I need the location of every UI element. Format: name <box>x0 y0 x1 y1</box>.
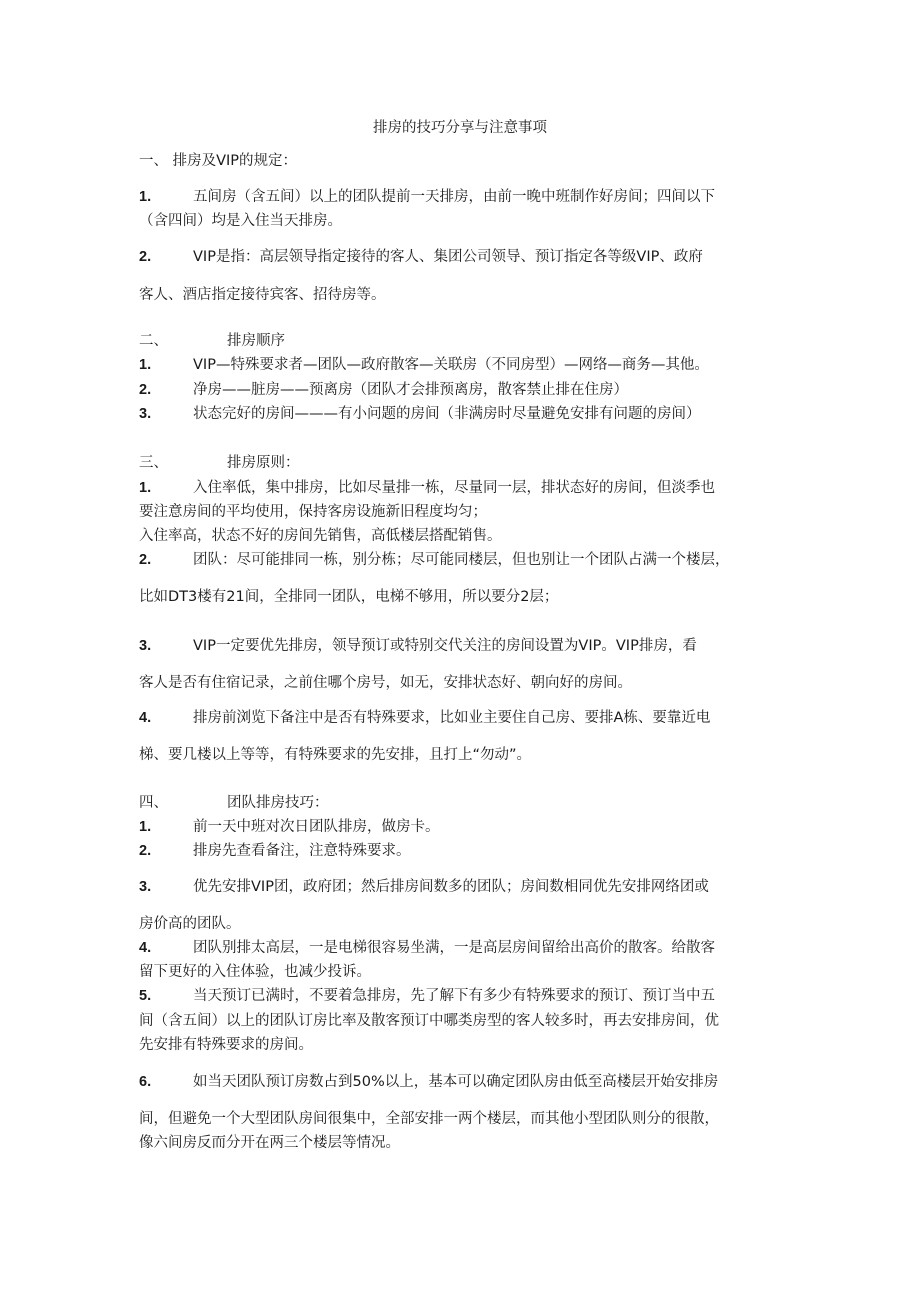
s3-item2-line1 <box>139 550 730 570</box>
s4-item4-line2: 留下更好的入住体验，也减少投诉。 <box>139 964 371 980</box>
section-mark: 二、 <box>139 333 168 349</box>
s4-item6-line1 <box>139 1072 718 1092</box>
s3-item2-line2: 比如DT3楼有21间，全排同一团队，电梯不够用，所以要分2层； <box>139 589 559 605</box>
s1-item2-line1 <box>139 247 703 267</box>
s2-item1 <box>139 355 709 375</box>
item-text: 当天预订已满时，不要着急排房，先了解下有多少有特殊要求的预订、预订当中五 <box>193 988 715 1004</box>
s3-item4-line1 <box>139 708 710 728</box>
item-text: 如当天团队预订房数占到50%以上，基本可以确定团队房由低至高楼层开始安排房 <box>193 1074 719 1090</box>
s2-item2 <box>139 380 628 400</box>
item-number: 2. <box>139 552 152 568</box>
section-mark: 三、 <box>139 455 168 471</box>
s1-item1-line1 <box>139 187 715 207</box>
item-number: 5. <box>139 988 152 1004</box>
s1-item2-line2: 客人、酒店指定接待宾客、招待房等。 <box>139 287 386 303</box>
s3-item3-line1 <box>139 636 697 656</box>
s4-item5-line2: 间（含五间）以上的团队订房比率及散客预订中哪类房型的客人较多时，再去安排房间，优 <box>139 1013 719 1029</box>
section-mark: 四、 <box>139 795 168 811</box>
s3-item3-line2: 客人是否有住宿记录，之前住哪个房号，如无，安排状态好、朝向好的房间。 <box>139 675 632 691</box>
item-number: 1. <box>139 357 152 373</box>
item-text: 优先安排VIP团，政府团；然后排房间数多的团队；房间数相同优先安排网络团或 <box>193 879 709 895</box>
s1-item1-line2: （含四间）均是入住当天排房。 <box>139 213 342 229</box>
item-text: 排房前浏览下备注中是否有特殊要求，比如业主要住自己房、要排A栋、要靠近电 <box>193 710 711 726</box>
s3-item1-line3: 入住率高，状态不好的房间先销售，高低楼层搭配销售。 <box>139 528 502 544</box>
item-text: 团队：尽可能排同一栋，别分栋；尽可能同楼层，但也别让一个团队占满一个楼层， <box>193 552 730 568</box>
s4-item6-line3: 像六间房反而分开在两三个楼层等情况。 <box>139 1135 400 1151</box>
item-text: 前一天中班对次日团队排房，做房卡。 <box>193 819 440 835</box>
item-text: VIP—特殊要求者—团队—政府散客—关联房（不同房型）—网络—商务—其他。 <box>193 357 709 373</box>
s4-item2 <box>139 841 411 861</box>
section2-heading <box>139 331 285 351</box>
item-number: 4. <box>139 710 152 726</box>
s4-item5-line3: 先安排有特殊要求的房间。 <box>139 1037 313 1053</box>
item-number: 4. <box>139 940 152 956</box>
item-text: VIP是指：高层领导指定接待的客人、集团公司领导、预订指定各等级VIP、政府 <box>193 249 703 265</box>
item-number: 2. <box>139 382 152 398</box>
item-number: 2. <box>139 249 152 265</box>
item-text: 状态完好的房间———有小问题的房间（非满房时尽量避免安排有问题的房间） <box>193 406 701 422</box>
item-number: 1. <box>139 819 152 835</box>
item-text: 排房先查看备注，注意特殊要求。 <box>193 843 411 859</box>
section4-heading <box>139 793 329 813</box>
s4-item6-line2: 间，但避免一个大型团队房间很集中，全部安排一两个楼层，而其他小型团队则分的很散， <box>139 1111 719 1127</box>
item-number: 2. <box>139 843 152 859</box>
item-number: 6. <box>139 1074 152 1090</box>
s2-item3 <box>139 404 701 424</box>
item-number: 3. <box>139 406 152 422</box>
s3-item1-line2: 要注意房间的平均使用，保持客房设施新旧程度均匀； <box>139 504 487 520</box>
doc-title: 排房的技巧分享与注意事项 <box>373 120 547 136</box>
s4-item3-line2: 房价高的团队。 <box>139 916 241 932</box>
s4-item4-line1 <box>139 938 715 958</box>
item-number: 1. <box>139 189 152 205</box>
item-number: 3. <box>139 638 152 654</box>
item-text: 五间房（含五间）以上的团队提前一天排房，由前一晚中班制作好房间；四间以下 <box>193 189 715 205</box>
s3-item4-line2: 梯、要几楼以上等等，有特殊要求的先安排，且打上“勿动”。 <box>139 747 532 763</box>
section1-heading: 一、 排房及VIP的规定： <box>139 153 298 169</box>
item-text: 团队别排太高层，一是电梯很容易坐满，一是高层房间留给出高价的散客。给散客 <box>193 940 715 956</box>
s4-item5-line1 <box>139 986 715 1006</box>
item-number: 1. <box>139 480 152 496</box>
s4-item3-line1 <box>139 877 709 897</box>
section3-heading <box>139 453 300 473</box>
section-title: 排房顺序 <box>227 333 285 349</box>
section-title: 排房原则： <box>227 455 300 471</box>
s3-item1-line1 <box>139 478 715 498</box>
item-number: 3. <box>139 879 152 895</box>
item-text: VIP一定要优先排房，领导预订或特别交代关注的房间设置为VIP。VIP排房，看 <box>193 638 697 654</box>
s4-item1 <box>139 817 440 837</box>
section-title: 团队排房技巧： <box>227 795 329 811</box>
item-text: 入住率低，集中排房，比如尽量排一栋，尽量同一层，排状态好的房间，但淡季也 <box>193 480 715 496</box>
item-text: 净房——脏房——预离房（团队才会排预离房，散客禁止排在住房） <box>193 382 628 398</box>
